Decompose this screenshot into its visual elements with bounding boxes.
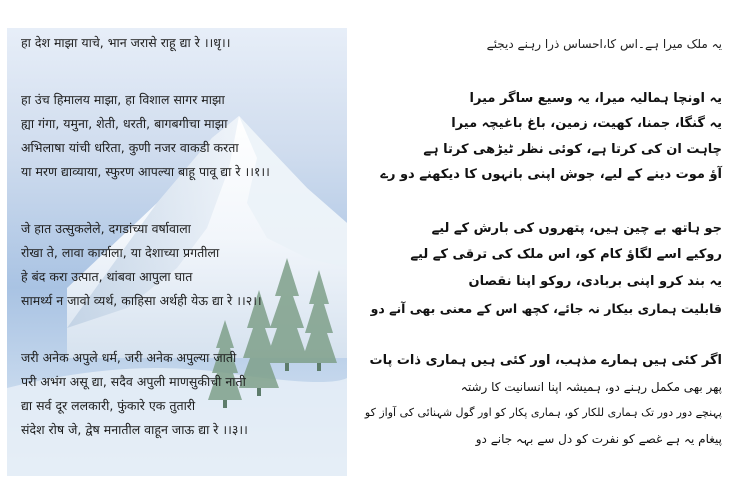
urdu-line: یہ گنگا، جمنا، کھیت، زمین، باغ باغیچہ میرا — [451, 116, 722, 131]
urdu-line: پیغام یہ ہے غصے کو نفرت کو دل سے بہہ جانے دو — [475, 432, 722, 446]
marathi-line: सामर्थ्य न जावो व्यर्थ, काहिसा अर्थही येऊ द्या रे ।।२।। — [21, 293, 262, 308]
marathi-poem-panel — [7, 28, 347, 476]
marathi-line: हा उंच हिमालय माझा, हा विशाल सागर माझा — [21, 92, 225, 107]
urdu-line: چاہت ان کی کرتا ہے، کوئی نظر ٹیڑھی کرتا ہے — [423, 142, 722, 157]
marathi-line: ह्या गंगा, यमुना, शेती, धरती, बागबगीचा माझा — [21, 116, 228, 131]
urdu-line: پھر بھی مکمل رہنے دو، ہمیشہ اپنا انسانیت کا رشتہ — [460, 380, 722, 394]
urdu-line: یہ بند کرو اپنی بربادی، روکو اپنا نقصان — [468, 274, 722, 289]
urdu-line: قابلیت ہماری بیکار نہ جائے، کچھ اس کے معنی بھی آنے دو — [370, 301, 722, 316]
urdu-line: آؤ موت دینے کے لیے، جوش اپنی بانہوں کا دیکھنے دو رے — [380, 167, 722, 182]
urdu-poem-panel — [358, 28, 730, 478]
marathi-line: जरी अनेक अपुले धर्म, जरी अनेक अपुल्या जाती — [21, 350, 237, 365]
marathi-refrain: हा देश माझा याचे, भान जरासे राहू द्या रे ।।धृ।। — [21, 35, 231, 50]
marathi-line: रोखा ते, लावा कार्याला, या देशाच्या प्रगतीला — [21, 245, 220, 260]
urdu-line: اگر کئی ہیں ہمارے مذہب، اور کئی ہیں ہماری ذات پات — [369, 353, 722, 368]
urdu-line: جو ہاتھ بے چین ہیں، پتھروں کی بارش کے لیے — [431, 221, 722, 236]
urdu-title: یہ ملک میرا ہے۔اس کا،احساس ذرا رہنے دیجئے — [486, 37, 722, 51]
urdu-line: روکیے اسے لگاؤ کام کو، اس ملک کی ترقی کے لیے — [410, 247, 722, 262]
marathi-line: जे हात उत्सुकलेले, दगडांच्या वर्षावाला — [21, 221, 191, 236]
marathi-line: द्या सर्व दूर ललकारी, फुंकारे एक तुतारी — [21, 398, 196, 413]
urdu-line: پہنچے دور دور تک ہماری للکار کو، ہماری پکار کو اور گول شہنائی کی آواز کو — [364, 406, 722, 419]
marathi-line: या मरण द्याव्याया, स्फुरण आपल्या बाहू पावू द्या रे ।।१।। — [21, 164, 270, 179]
marathi-line: संदेश रोष जे, द्वेष मनातील वाहून जाऊ द्या रे ।।३।। — [21, 422, 248, 437]
urdu-line: یہ اونچا ہمالیہ میرا، یہ وسیع ساگر میرا — [469, 91, 722, 106]
marathi-line: परी अभंग असू द्या, सदैव अपुली माणसुकीची नाती — [21, 374, 246, 389]
marathi-line: हे बंद करा उत्पात, थांबवा आपुला घात — [21, 269, 193, 284]
marathi-line: अभिलाषा यांची धरिता, कुणी नजर वाकडी करता — [21, 140, 239, 155]
